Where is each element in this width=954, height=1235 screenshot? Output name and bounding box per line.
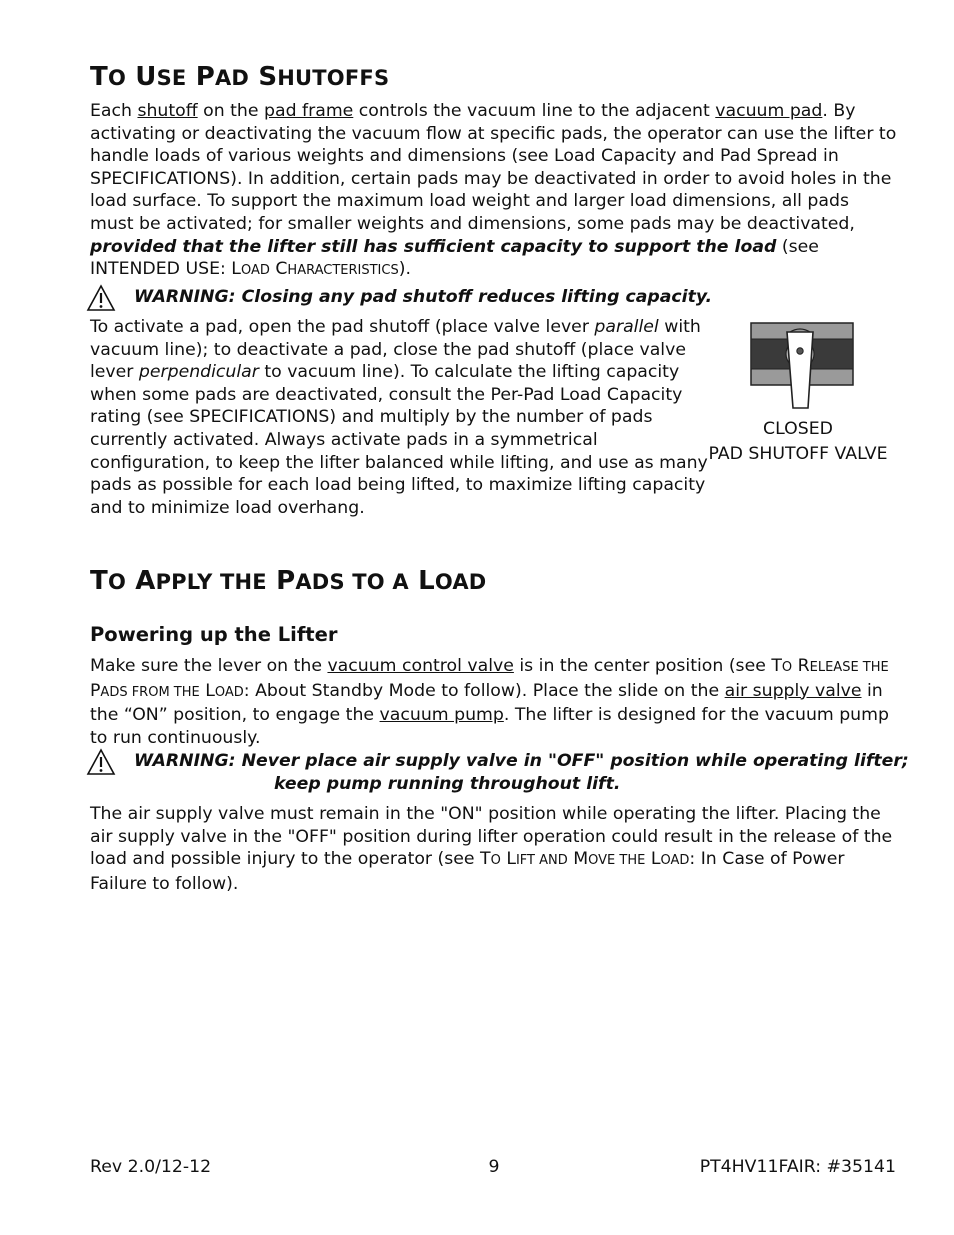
title-part: AD (214, 66, 250, 90)
title-part: OAD (434, 570, 487, 594)
title-part: P (266, 566, 296, 596)
parallel-emphasis: parallel (594, 317, 659, 337)
title-part: T (90, 566, 108, 596)
caption-line: PAD SHUTOFF VALVE (708, 443, 888, 464)
warning-triangle-icon (86, 284, 116, 312)
vacuum-control-valve-reference: vacuum control valve (327, 656, 514, 676)
title-part: L (408, 566, 435, 596)
warning-triangle-icon (86, 748, 116, 776)
title-part: S (249, 62, 278, 92)
vacuum-pad-reference: vacuum pad (715, 101, 823, 121)
title-part: PPLY THE (155, 570, 267, 594)
pad-frame-reference: pad frame (264, 101, 354, 121)
caption-line: CLOSED (763, 419, 833, 439)
title-part: T (90, 62, 108, 92)
title-part: SE (156, 66, 187, 90)
title-part: HUTOFFS (277, 66, 390, 90)
footer-revision: Rev 2.0/12-12 (90, 1157, 212, 1177)
shutoff-reference: shutoff (137, 101, 198, 121)
title-part: A (126, 566, 156, 596)
activate-pad-paragraph: To activate a pad, open the pad shutoff (place valve lever parallel with vacuum line); to deactivate a pad, close the pad shutoff (place valve lever perpendicular to vacuum line). To calculate the lifting capacity when some pads are deactivated, consult the Per-Pad Load Capacity rating (see SPECIFICATIONS) and multiply by the number of pads currently activated. Always activate pads in a symmetrical configuration, to keep the lifter balanced while lifting, and use as many pads as possible for each load being lifted, to maximize lifting capacity and to minimize load overhang. (90, 317, 708, 518)
title-part: ADS TO A (295, 570, 409, 594)
perpendicular-emphasis: perpendicular (138, 362, 259, 383)
air-supply-valve-reference: air supply valve (724, 680, 862, 701)
pad-shutoff-intro-paragraph: Each shutoff on the pad frame controls the vacuum line to the adjacent vacuum pad. By activating or deactivating the vacuum flow at specific pads, the operator can use the lifter to handle loads of various weights and dimensions (see Load Capacity and Pad Spread in SPECIFICATIONS). In addition, certain pads may be deactivated in order to avoid holes in the load surface. To support the maximum load weight and larger load dimensions, all pads must be activated; for smaller weights and dimensions, some pads may be deactivated, provided that the lifter still has sufficient capacity to support the load (see INTENDED USE: LOAD CHARACTERISTICS). (90, 101, 897, 280)
pad-shutoff-valve-icon (750, 322, 856, 412)
warning-text: keep pump running throughout lift. (274, 774, 621, 794)
warning-air-supply-valve (90, 750, 909, 798)
footer-page-number: 9 (488, 1157, 500, 1177)
warning-text: WARNING: Closing any pad shutoff reduces lifting capacity. (134, 287, 713, 307)
capacity-emphasis: provided that the lifter still has sufficient capacity to support the load (90, 236, 777, 257)
title-part: P (186, 62, 215, 92)
section-title-pad-shutoffs (90, 62, 389, 93)
valve-figure-caption (700, 417, 896, 466)
air-supply-paragraph: The air supply valve must remain in the "ON" position while operating the lifter. Placing the air supply valve in the "OFF" position during lifter operation could result in the release of the load and possible injury to the operator (see TO LIFT AND MOVE THE LOAD: In Case of Power Failure to follow). (90, 804, 893, 894)
title-part: U (126, 62, 157, 92)
title-part: O (107, 570, 126, 594)
warning-text: WARNING: Never place air supply valve in "OFF" position while operating lifter; (134, 751, 909, 771)
powering-up-subheading: Powering up the Lifter (90, 623, 338, 646)
powering-up-paragraph: Make sure the lever on the vacuum control valve is in the center position (see TO RELEASE THE PADS FROM THE LOAD: About Standby Mode to follow). Place the slide on the air supply valve in the “ON” position, to engage the vacuum pump. The lifter is designed for the vacuum pump to run continuously. (90, 656, 889, 748)
closed-pad-shutoff-valve-figure (750, 322, 856, 412)
warning-closing-shutoff (90, 286, 898, 310)
footer-document-id: PT4HV11FAIR: #35141 (699, 1157, 896, 1177)
title-part: O (107, 66, 126, 90)
section-title-apply-pads (90, 566, 486, 597)
vacuum-pump-reference: vacuum pump (379, 705, 504, 726)
